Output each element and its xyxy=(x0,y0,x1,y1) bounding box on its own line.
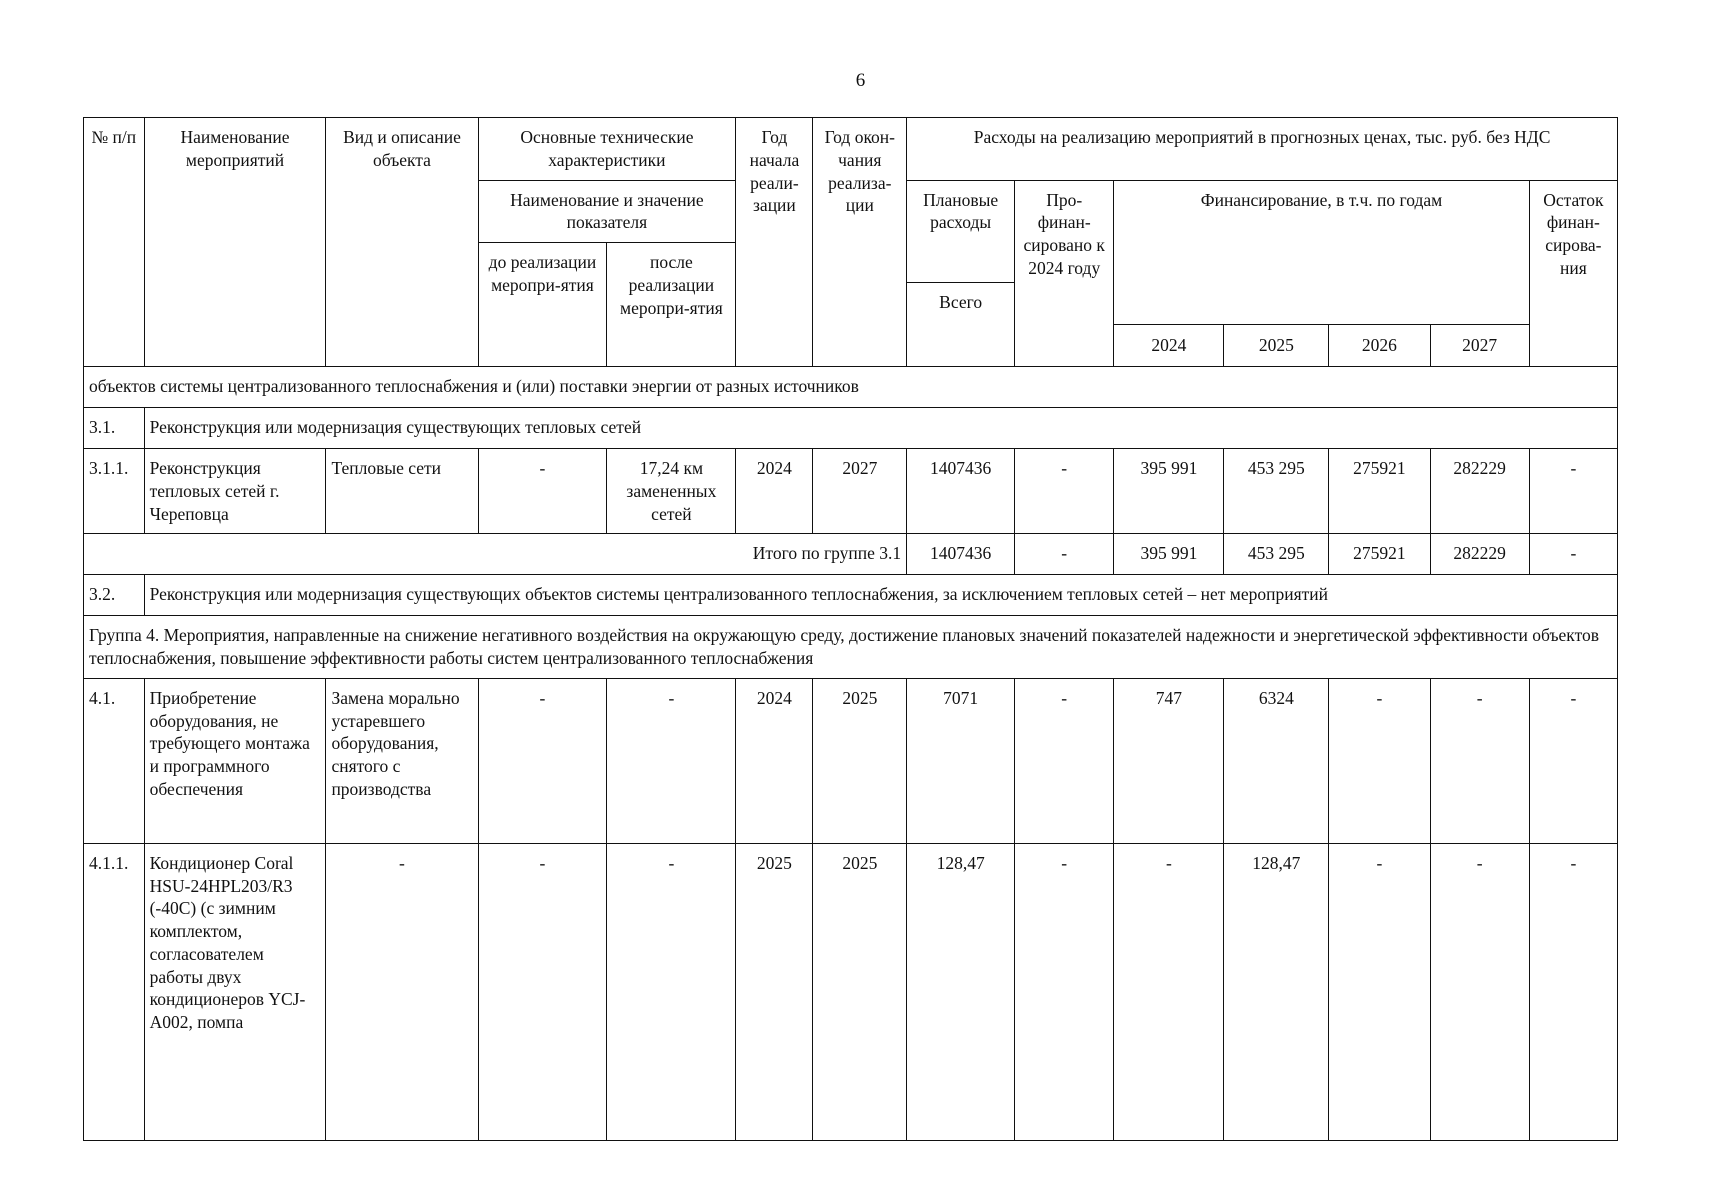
row-num: 3.1.1. xyxy=(84,449,145,534)
page-number: 6 xyxy=(855,70,866,91)
row-before: - xyxy=(478,678,607,843)
row-end: 2027 xyxy=(813,449,907,534)
table-row xyxy=(84,449,1618,534)
row-end: 2025 xyxy=(813,843,907,1140)
row-before: - xyxy=(478,843,607,1140)
group-4-row xyxy=(84,616,1618,679)
table-row xyxy=(84,843,1618,1140)
row-start: 2024 xyxy=(736,678,813,843)
subtotal-y2026: 275921 xyxy=(1329,534,1430,575)
row-y2025: 453 295 xyxy=(1224,449,1329,534)
header-remainder: Остаток финан-сирова-ния xyxy=(1529,180,1617,367)
group-4-title: Группа 4. Мероприятия, направленные на снижение негативного воздействия на окружающую среду, достижение плановых значений показателей надежности и энергетической эффективности объектов теплоснабжения, повышение эффективности работы систем централизованного теплоснабжения xyxy=(84,616,1618,679)
row-remainder: - xyxy=(1529,843,1617,1140)
row-name: Кондиционер Coral HSU-24HPL203/R3 (-40C) (с зимним комплектом, согласователем работы двух кондиционеров YCJ-A002, помпа xyxy=(144,843,326,1140)
group-3-1-row xyxy=(84,408,1618,449)
header-before: до реализации меропри-ятия xyxy=(478,243,607,367)
row-num: 4.1.1. xyxy=(84,843,145,1140)
group-3-1-num: 3.1. xyxy=(84,408,145,449)
header-year-end: Год окон-чания реализа-ции xyxy=(813,118,907,367)
row-after: - xyxy=(607,678,736,843)
header-after: после реализации меропри-ятия xyxy=(607,243,736,367)
header-total: Всего xyxy=(907,283,1015,367)
row-y2026: - xyxy=(1329,843,1430,1140)
row-start: 2025 xyxy=(736,843,813,1140)
continuation-text: объектов системы централизованного теплоснабжения и (или) поставки энергии от разных источников xyxy=(84,367,1618,408)
header-num: № п/п xyxy=(84,118,145,367)
row-y2026: - xyxy=(1329,678,1430,843)
header-planned: Плановые расходы xyxy=(907,180,1015,283)
row-y2027: - xyxy=(1430,843,1529,1140)
row-object: - xyxy=(326,843,478,1140)
row-y2026: 275921 xyxy=(1329,449,1430,534)
group-3-2-title: Реконструкция или модернизация существующих объектов системы централизованного теплоснабжения, за исключением тепловых сетей – нет мероприятий xyxy=(144,575,1617,616)
row-prefunded: - xyxy=(1015,843,1114,1140)
row-total: 1407436 xyxy=(907,449,1015,534)
subtotal-label: Итого по группе 3.1 xyxy=(84,534,907,575)
group-3-2-row xyxy=(84,575,1618,616)
header-indicator: Наименование и значение показателя xyxy=(478,180,736,243)
row-y2025: 6324 xyxy=(1224,678,1329,843)
continuation-row xyxy=(84,367,1618,408)
subtotal-y2024: 395 991 xyxy=(1114,534,1224,575)
row-y2027: - xyxy=(1430,678,1529,843)
row-y2024: - xyxy=(1114,843,1224,1140)
table-row xyxy=(84,678,1618,843)
subtotal-prefunded: - xyxy=(1015,534,1114,575)
row-y2024: 747 xyxy=(1114,678,1224,843)
row-total: 7071 xyxy=(907,678,1015,843)
subtotal-y2025: 453 295 xyxy=(1224,534,1329,575)
subtotal-y2027: 282229 xyxy=(1430,534,1529,575)
subtotal-total: 1407436 xyxy=(907,534,1015,575)
header-y2026: 2026 xyxy=(1329,325,1430,367)
row-prefunded: - xyxy=(1015,449,1114,534)
header-prefunded: Про-финан-сировано к 2024 году xyxy=(1015,180,1114,367)
row-end: 2025 xyxy=(813,678,907,843)
row-y2024: 395 991 xyxy=(1114,449,1224,534)
header-tech: Основные технические характеристики xyxy=(478,118,736,181)
row-remainder: - xyxy=(1529,449,1617,534)
header-object: Вид и описание объекта xyxy=(326,118,478,367)
group-3-2-num: 3.2. xyxy=(84,575,145,616)
row-remainder: - xyxy=(1529,678,1617,843)
row-prefunded: - xyxy=(1015,678,1114,843)
row-after: 17,24 км замененных сетей xyxy=(607,449,736,534)
investment-table xyxy=(83,117,1618,1141)
row-after: - xyxy=(607,843,736,1140)
row-total: 128,47 xyxy=(907,843,1015,1140)
row-object: Замена морально устаревшего оборудования, снятого с производства xyxy=(326,678,478,843)
header-row-1 xyxy=(84,118,1618,181)
header-y2024: 2024 xyxy=(1114,325,1224,367)
header-name: Наименование мероприятий xyxy=(144,118,326,367)
row-y2025: 128,47 xyxy=(1224,843,1329,1140)
header-funding: Финансирование, в т.ч. по годам xyxy=(1114,180,1529,325)
row-num: 4.1. xyxy=(84,678,145,843)
subtotal-row xyxy=(84,534,1618,575)
row-object: Тепловые сети xyxy=(326,449,478,534)
row-name: Реконструкция тепловых сетей г. Череповца xyxy=(144,449,326,534)
subtotal-remainder: - xyxy=(1529,534,1617,575)
row-start: 2024 xyxy=(736,449,813,534)
row-name: Приобретение оборудования, не требующего монтажа и программного обеспечения xyxy=(144,678,326,843)
header-y2025: 2025 xyxy=(1224,325,1329,367)
header-year-start: Год начала реали-зации xyxy=(736,118,813,367)
row-y2027: 282229 xyxy=(1430,449,1529,534)
header-costs: Расходы на реализацию мероприятий в прогнозных ценах, тыс. руб. без НДС xyxy=(907,118,1618,181)
header-y2027: 2027 xyxy=(1430,325,1529,367)
group-3-1-title: Реконструкция или модернизация существующих тепловых сетей xyxy=(144,408,1617,449)
row-before: - xyxy=(478,449,607,534)
